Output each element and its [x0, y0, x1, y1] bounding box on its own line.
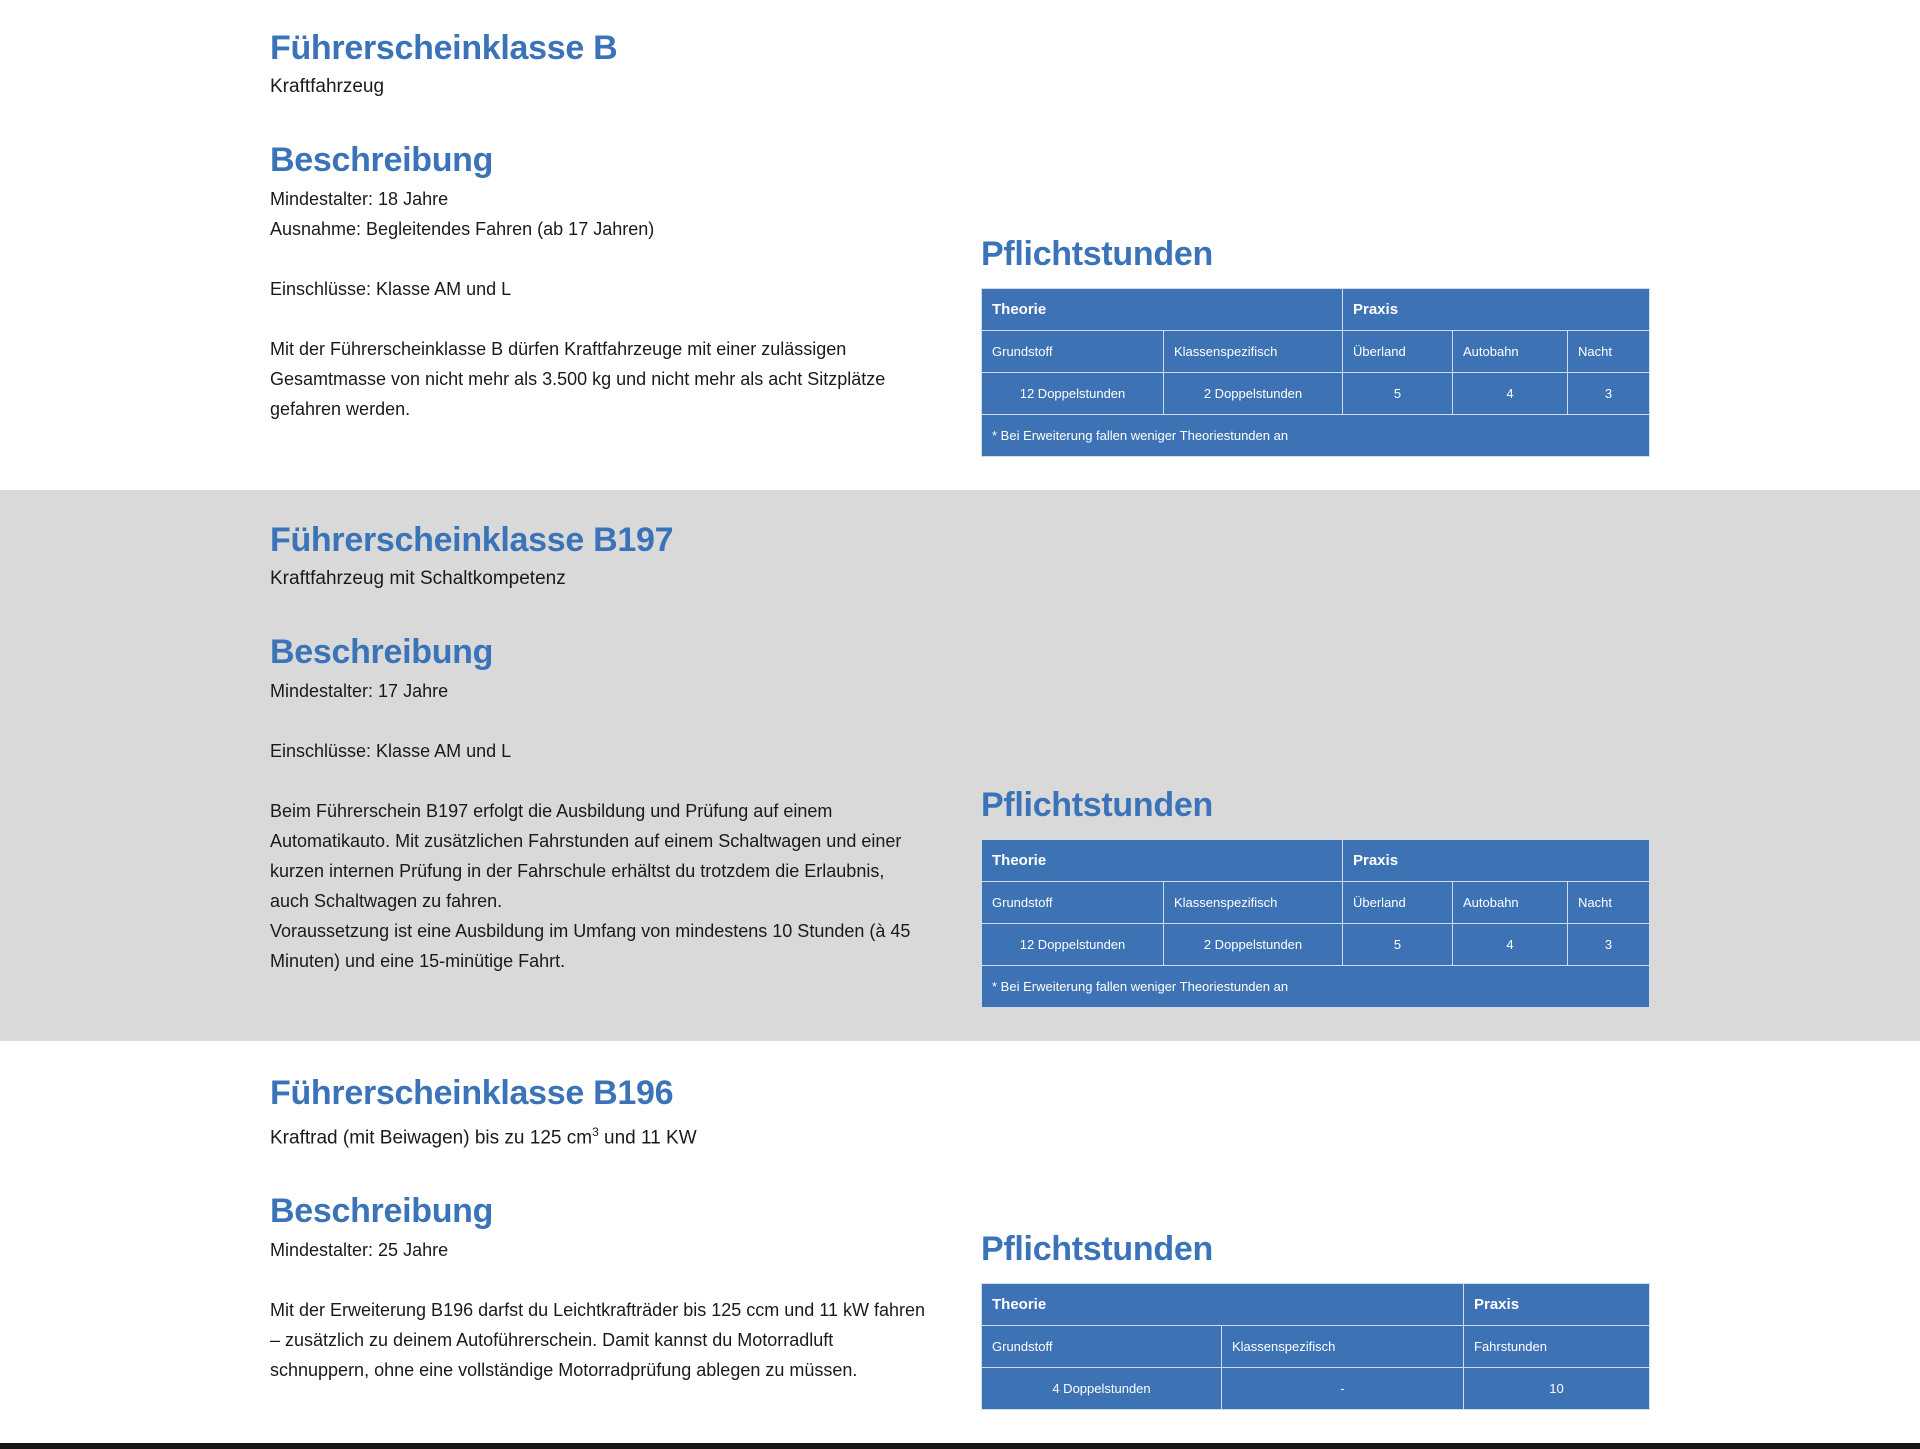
col-klassenspezifisch: Klassenspezifisch	[1222, 1326, 1464, 1368]
value-ueberland: 5	[1343, 924, 1453, 966]
group-praxis: Praxis	[1464, 1284, 1650, 1326]
pflichtstunden-table	[981, 839, 1650, 1008]
description-text	[270, 1235, 950, 1385]
pflichtstunden-heading: Pflichtstunden	[981, 235, 1213, 273]
group-theorie: Theorie	[982, 289, 1343, 331]
column-header-row	[982, 331, 1650, 373]
group-theorie: Theorie	[982, 1284, 1464, 1326]
section-klasse-b	[0, 0, 1920, 490]
klasse-b197-info	[270, 520, 950, 976]
col-ueberland: Überland	[1343, 882, 1453, 924]
description-text	[270, 184, 950, 424]
class-subtitle: Kraftfahrzeug mit Schaltkompetenz	[270, 568, 566, 589]
col-grundstoff: Grundstoff	[982, 1326, 1222, 1368]
col-nacht: Nacht	[1568, 882, 1650, 924]
pflichtstunden-heading: Pflichtstunden	[981, 786, 1213, 824]
value-grundstoff: 4 Doppelstunden	[982, 1368, 1222, 1410]
footer-bar	[0, 1443, 1920, 1449]
description-line: auch Schaltwagen zu fahren.	[270, 891, 503, 911]
pflichtstunden-table	[981, 1283, 1650, 1410]
value-autobahn: 4	[1453, 373, 1568, 415]
column-header-row	[982, 1326, 1650, 1368]
class-subtitle: Kraftrad (mit Beiwagen) bis zu 125 $cm^3$ und 11 KW	[270, 1125, 697, 1149]
section-klasse-b197	[0, 490, 1920, 1041]
description-line: Beim Führerschein B197 erfolgt die Ausbildung und Prüfung auf einem	[270, 801, 833, 821]
description-line: Mit der Erweiterung B196 darfst du Leichtkrafträder bis 125 ccm und 11 kW fahren	[270, 1300, 925, 1321]
description-line: gefahren werden.	[270, 399, 411, 419]
note-row	[982, 966, 1650, 1008]
col-nacht: Nacht	[1568, 331, 1650, 373]
pflichtstunden-heading: Pflichtstunden	[981, 1230, 1213, 1268]
description-text	[270, 676, 950, 976]
col-grundstoff: Grundstoff	[982, 331, 1164, 373]
col-grundstoff: Grundstoff	[982, 882, 1164, 924]
description-line: schnuppern, ohne eine vollständige Motorradprüfung ablegen zu müssen.	[270, 1360, 858, 1381]
value-klassenspezifisch: -	[1222, 1368, 1464, 1410]
description-line: Minuten) und eine 15-minütige Fahrt.	[270, 951, 566, 971]
group-theorie: Theorie	[982, 840, 1343, 882]
description-line: kurzen internen Prüfung in der Fahrschule erhältst du trotzdem die Erlaubnis,	[270, 861, 885, 881]
value-klassenspezifisch: 2 Doppelstunden	[1164, 373, 1343, 415]
table-row	[982, 1368, 1650, 1410]
section-klasse-b196	[0, 1041, 1920, 1443]
table-row	[982, 924, 1650, 966]
description-line: Einschlüsse: Klasse AM und L	[270, 279, 512, 299]
col-klassenspezifisch: Klassenspezifisch	[1164, 331, 1343, 373]
value-nacht: 3	[1568, 924, 1650, 966]
description-line: – zusätzlich zu deinem Autoführerschein. Damit kannst du Motorradluft	[270, 1330, 834, 1351]
description-line: Einschlüsse: Klasse AM und L	[270, 741, 512, 761]
pflichtstunden-panel	[981, 1229, 1649, 1410]
col-klassenspezifisch: Klassenspezifisch	[1164, 882, 1343, 924]
table-row	[982, 373, 1650, 415]
description-heading: Beschreibung	[270, 1192, 494, 1231]
klasse-b196-info	[270, 1073, 950, 1385]
group-praxis: Praxis	[1343, 289, 1650, 331]
pflichtstunden-panel	[981, 234, 1649, 457]
klasse-b-info	[270, 28, 950, 424]
description-line: Mindestalter: 18 Jahre	[270, 189, 449, 209]
group-praxis: Praxis	[1343, 840, 1650, 882]
table-note: * Bei Erweiterung fallen weniger Theoriestunden an	[982, 966, 1650, 1008]
column-header-row	[982, 882, 1650, 924]
value-grundstoff: 12 Doppelstunden	[982, 924, 1164, 966]
col-ueberland: Überland	[1343, 331, 1453, 373]
col-autobahn: Autobahn	[1453, 882, 1568, 924]
value-fahrstunden: 10	[1464, 1368, 1650, 1410]
col-autobahn: Autobahn	[1453, 331, 1568, 373]
description-heading: Beschreibung	[270, 633, 494, 671]
value-klassenspezifisch: 2 Doppelstunden	[1164, 924, 1343, 966]
group-header-row	[982, 1284, 1650, 1326]
description-line: Ausnahme: Begleitendes Fahren (ab 17 Jahren)	[270, 219, 655, 239]
value-ueberland: 5	[1343, 373, 1453, 415]
pflichtstunden-table	[981, 288, 1650, 457]
class-title: Führerscheinklasse B196	[270, 1074, 674, 1112]
class-title: Führerscheinklasse B197	[270, 521, 674, 559]
class-title: Führerscheinklasse B	[270, 29, 618, 67]
description-line: Gesamtmasse von nicht mehr als 3.500 kg und nicht mehr als acht Sitzplätze	[270, 369, 886, 389]
value-nacht: 3	[1568, 373, 1650, 415]
description-line: Mindestalter: 25 Jahre	[270, 1240, 449, 1261]
value-grundstoff: 12 Doppelstunden	[982, 373, 1164, 415]
group-header-row	[982, 289, 1650, 331]
class-subtitle: Kraftfahrzeug	[270, 76, 385, 97]
value-autobahn: 4	[1453, 924, 1568, 966]
col-fahrstunden: Fahrstunden	[1464, 1326, 1650, 1368]
description-heading: Beschreibung	[270, 141, 494, 179]
group-header-row	[982, 840, 1650, 882]
note-row	[982, 415, 1650, 457]
description-line: Mindestalter: 17 Jahre	[270, 681, 449, 701]
description-line: Mit der Führerscheinklasse B dürfen Kraftfahrzeuge mit einer zulässigen	[270, 339, 847, 359]
table-note: * Bei Erweiterung fallen weniger Theoriestunden an	[982, 415, 1650, 457]
description-line: Automatikauto. Mit zusätzlichen Fahrstunden auf einem Schaltwagen und einer	[270, 831, 902, 851]
pflichtstunden-panel	[981, 785, 1649, 1008]
description-line: Voraussetzung ist eine Ausbildung im Umfang von mindestens 10 Stunden (à 45	[270, 921, 911, 941]
